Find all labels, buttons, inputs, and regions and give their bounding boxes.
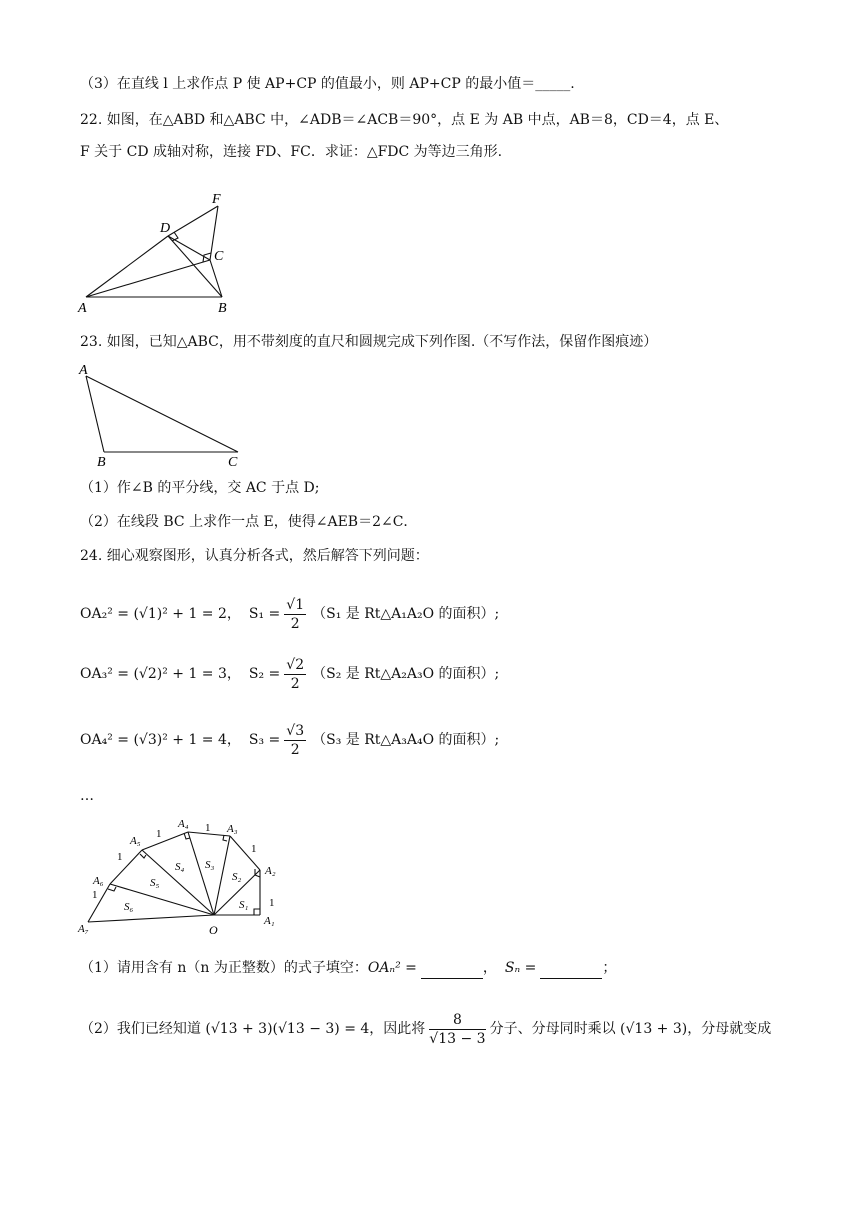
right-angle-mark xyxy=(254,909,260,915)
formula-s-lhs: S₃ = xyxy=(248,732,281,748)
unit-label: 1 xyxy=(117,851,123,863)
seg-AB xyxy=(86,376,104,452)
right-angle-mark xyxy=(140,854,146,858)
seg-AC xyxy=(86,260,210,297)
q22-stem-line2: F 关于 CD 成轴对称，连接 FD、FC．求证：△FDC 为等边三角形. xyxy=(80,144,503,160)
q24-part2-fraction xyxy=(429,1011,485,1048)
q23-figure xyxy=(70,358,260,470)
q22-label-C: C xyxy=(214,249,224,264)
fraction-denominator: √13 − 3 xyxy=(429,1030,486,1047)
q22-label-A: A xyxy=(78,301,87,316)
label-S2: S₂ xyxy=(232,871,242,883)
seg-DB xyxy=(168,236,222,297)
q24-stem: 24. 细心观察图形，认真分析各式，然后解答下列问题： xyxy=(80,548,429,564)
unit-label: 1 xyxy=(92,889,98,901)
right-angle-mark xyxy=(108,887,116,891)
q22-figure xyxy=(70,186,270,318)
q22-label-B: B xyxy=(218,301,227,316)
q24-part1-s: Sₙ = xyxy=(504,960,537,976)
fraction-numerator: 8 xyxy=(429,1011,485,1030)
q24-part2-rest: 分子、分母同时乘以 (√13 + 3)，分母就变成 xyxy=(489,1021,772,1037)
q22-label-F: F xyxy=(212,192,221,207)
formula-note: （S₃ 是 Rt△A₃A₄O 的面积）; xyxy=(312,732,500,748)
q21-part3-text: （3）在直线 l 上求作点 P 使 AP+CP 的值最小，则 AP+CP 的最小值＝_____. xyxy=(80,76,575,92)
q24-part1-sep: ， xyxy=(482,960,497,976)
seg-DF xyxy=(168,206,218,236)
unit-label: 1 xyxy=(269,897,275,909)
q22-stem-line1: 22. 如图，在△ABD 和△ABC 中，∠ADB＝∠ACB＝90°，点 E 为 AB 中点，AB＝8，CD＝4，点 E、 xyxy=(80,112,729,128)
formula-fraction xyxy=(284,722,306,759)
label-A6: A₆ xyxy=(93,875,104,887)
q23-label-A: A xyxy=(79,363,88,378)
label-A5: A₅ xyxy=(130,835,141,847)
q24-part1-prompt: （1）请用含有 n（n 为正整数）的式子填空： xyxy=(80,960,368,976)
q24-formula-row-1 xyxy=(80,592,499,636)
seg-OA3 xyxy=(214,836,230,915)
q24-formula-row-2 xyxy=(80,652,499,696)
formula-oa-lhs: OA₂² = (√1)² + 1 = 2， xyxy=(80,606,241,622)
label-A4: A₄ xyxy=(178,818,189,830)
fraction-denominator: 2 xyxy=(290,675,300,692)
fraction-denominator: 2 xyxy=(290,741,300,758)
seg-CB xyxy=(210,260,222,297)
label-S4: S₄ xyxy=(175,861,185,873)
q23-part2: （2）在线段 BC 上求作一点 E，使得∠AEB＝2∠C． xyxy=(80,514,418,530)
label-O: O xyxy=(209,923,218,937)
q24-part2 xyxy=(80,1006,771,1052)
unit-label: 1 xyxy=(156,828,162,840)
fraction-numerator: √3 xyxy=(286,722,305,739)
label-S5: S₅ xyxy=(150,877,160,889)
formula-s-lhs: S₂ = xyxy=(248,666,281,682)
fraction-numerator: √1 xyxy=(286,596,305,613)
q24-part1 xyxy=(80,958,616,979)
q22-label-D: D xyxy=(160,221,171,236)
q23-label-B: B xyxy=(97,455,106,470)
formula-oa-lhs: OA₄² = (√3)² + 1 = 4， xyxy=(80,732,241,748)
unit-label: 1 xyxy=(251,843,257,855)
q24-spiral-figure xyxy=(74,812,304,940)
seg-A5A6 xyxy=(110,850,142,884)
formula-s-lhs: S₁ = xyxy=(248,606,281,622)
formula-oa-lhs: OA₃² = (√2)² + 1 = 3， xyxy=(80,666,241,682)
label-S6: S₆ xyxy=(124,901,134,913)
fraction-denominator: 2 xyxy=(290,615,300,632)
seg-OA7 xyxy=(88,915,214,922)
q23-stem: 23. 如图，已知△ABC，用不带刻度的直尺和圆规完成下列作图.（不写作法，保留作图痕迹） xyxy=(80,334,658,350)
answer-blank-oa[interactable] xyxy=(421,958,483,979)
label-A3: A₃ xyxy=(227,823,238,835)
seg-A4A5 xyxy=(142,832,188,850)
q24-part2-prompt: （2）我们已经知道 (√13 + 3)(√13 − 3) = 4，因此将 xyxy=(80,1021,426,1037)
q24-formula-row-3 xyxy=(80,718,499,762)
q24-part1-end: ； xyxy=(602,960,617,976)
label-A7: A₇ xyxy=(78,923,89,935)
q24-part1-oa: OAₙ² = xyxy=(367,960,417,976)
formula-note: （S₂ 是 Rt△A₂A₃O 的面积）; xyxy=(312,666,500,682)
label-A2: A₂ xyxy=(265,865,276,877)
q24-ellipsis: … xyxy=(80,788,94,804)
answer-blank-s[interactable] xyxy=(540,958,602,979)
formula-note: （S₁ 是 Rt△A₁A₂O 的面积）; xyxy=(312,606,500,622)
label-S3: S₃ xyxy=(205,859,215,871)
label-A1: A₁ xyxy=(264,915,275,927)
formula-fraction xyxy=(284,596,306,633)
formula-fraction xyxy=(284,656,306,693)
q23-part1: （1）作∠B 的平分线，交 AC 于点 D; xyxy=(80,480,320,496)
label-S1: S₁ xyxy=(239,899,249,911)
seg-AD xyxy=(86,236,168,297)
unit-label: 1 xyxy=(205,822,211,834)
fraction-numerator: √2 xyxy=(286,656,305,673)
seg-AC xyxy=(86,376,238,452)
q23-label-C: C xyxy=(228,455,238,470)
